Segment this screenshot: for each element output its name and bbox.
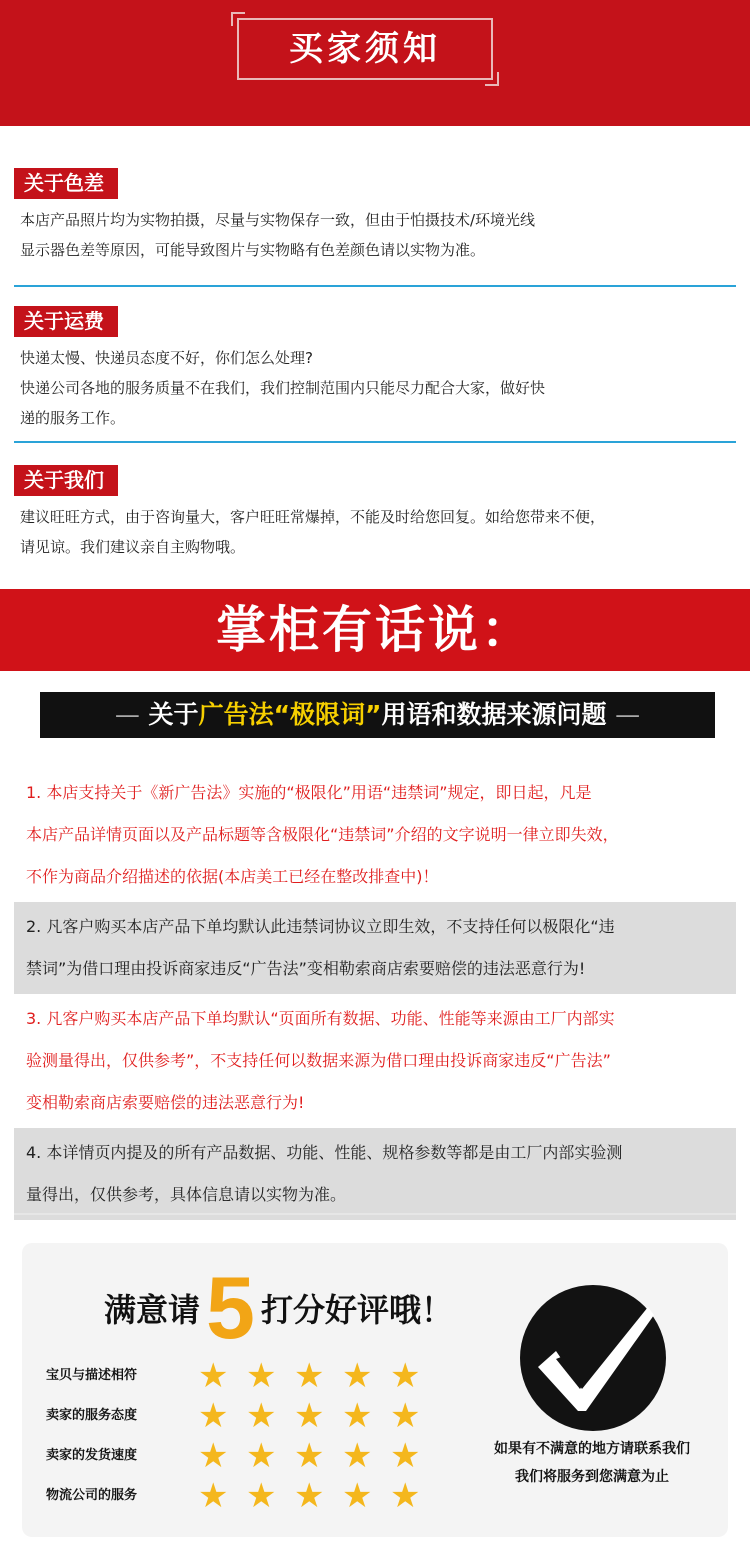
star-icon: ★ (198, 1476, 229, 1516)
star-icon: ★ (294, 1356, 325, 1396)
star-icon: ★ (342, 1396, 373, 1436)
shopkeeper-title: 掌柜有话说： (216, 601, 534, 659)
star-icon: ★ (390, 1436, 421, 1476)
star-icon: ★ (246, 1396, 277, 1436)
rule-line: 禁词”为借口理由投诉商家违反“广告法”变相勒索商店索要赔偿的违法恶意行为! (26, 959, 586, 978)
rule-item (14, 1128, 736, 1220)
divider (14, 441, 736, 443)
five-number: 5 (206, 1258, 255, 1357)
star-icon: ★ (390, 1476, 421, 1516)
star-icon: ★ (246, 1476, 277, 1516)
shopkeeper-banner (0, 589, 750, 671)
rule-line: 变相勒索商店索要赔偿的违法恶意行为! (26, 1093, 305, 1112)
rating-label: 卖家的发货速度 (46, 1448, 138, 1463)
star-icon: ★ (390, 1356, 421, 1396)
star-icon: ★ (294, 1476, 325, 1516)
rule-line: 3. 凡客户购买本店产品下单均默认“页面所有数据、功能、性能等来源由工厂内部实 (26, 1009, 615, 1028)
headline-before: 满意请 (104, 1291, 201, 1329)
section-text: 本店产品照片均为实物拍摄，尽量与实物保存一致，但由于怕摄技术/环境光线 (20, 211, 536, 229)
star-icon: ★ (246, 1356, 277, 1396)
ad-law-notice-bar (40, 692, 715, 738)
section-text: 建议旺旺方式，由于咨询量大，客户旺旺常爆掉，不能及时给您回复。如给您带来不便， (20, 508, 606, 526)
divider (14, 285, 736, 287)
rating-label: 卖家的服务态度 (46, 1408, 138, 1423)
star-icon: ★ (342, 1476, 373, 1516)
page-title: 买家须知 (289, 29, 441, 69)
section-text: 请见谅。我们建议亲自主购物哦。 (20, 538, 246, 556)
notice-highlight: 广告法“极限词” (198, 700, 382, 729)
section-about-us (14, 465, 736, 562)
notice-suffix: 用语和数据来源问题 (381, 700, 607, 729)
star-icon: ★ (294, 1436, 325, 1476)
section-text: 递的服务工作。 (20, 409, 126, 427)
section-text: 显示器色差等原因，可能导致图片与实物略有色差颜色请以实物为准。 (20, 241, 486, 259)
star-icon: ★ (294, 1396, 325, 1436)
rating-headline (104, 1258, 453, 1357)
rule-line: 验测量得出，仅供参考”，不支持任何以数据来源为借口理由投诉商家违反“广告法” (26, 1051, 611, 1070)
rule-line: 本店产品详情页面以及产品标题等含极限化“违禁词”介绍的文字说明一律立即失效， (26, 825, 619, 844)
section-tag: 关于色差 (14, 168, 118, 199)
divider (14, 1213, 736, 1215)
checkmark-glyph (520, 1285, 666, 1431)
star-icon: ★ (246, 1436, 277, 1476)
rating-label: 物流公司的服务 (46, 1488, 138, 1503)
header-banner (0, 0, 750, 126)
star-icon: ★ (198, 1356, 229, 1396)
star-icon: ★ (198, 1436, 229, 1476)
section-text: 快递太慢、快递员态度不好，你们怎么处理? (20, 349, 313, 367)
rating-card (22, 1243, 728, 1537)
rule-line: 1. 本店支持关于《新广告法》实施的“极限化”用语“违禁词”规定，即日起，凡是 (26, 783, 592, 802)
rule-line: 2. 凡客户购买本店产品下单均默认此违禁词协议立即生效，不支持任何以极限化“违 (26, 917, 615, 936)
checkmark-icon (520, 1285, 666, 1431)
dash-right: — (615, 700, 641, 729)
rating-label: 宝贝与描述相符 (46, 1368, 138, 1383)
section-tag: 关于运费 (14, 306, 118, 337)
star-icon: ★ (198, 1396, 229, 1436)
rule-line: 4. 本详情页内提及的所有产品数据、功能、性能、规格参数等都是由工厂内部实验测 (26, 1143, 623, 1162)
headline-after: 打分好评哦！ (260, 1291, 453, 1329)
rule-item (14, 902, 736, 994)
star-icon: ★ (342, 1356, 373, 1396)
section-text: 快递公司各地的服务质量不在我们，我们控制范围内只能尽力配合大家，做好快 (20, 379, 546, 397)
star-icon: ★ (342, 1436, 373, 1476)
notice-prefix: 关于 (148, 700, 199, 729)
contact-text: 我们将服务到您满意为止 (515, 1469, 669, 1485)
section-tag: 关于我们 (14, 465, 118, 496)
contact-text: 如果有不满意的地方请联系我们 (494, 1441, 690, 1457)
section-shipping (14, 306, 736, 433)
rule-line: 量得出，仅供参考，具体信息请以实物为准。 (26, 1185, 347, 1204)
rule-item (14, 768, 736, 902)
rule-line: 不作为商品介绍描述的依据(本店美工已经在整改排查中)！ (26, 867, 439, 886)
star-icon: ★ (390, 1396, 421, 1436)
header-title-frame (237, 18, 493, 80)
rules-list (14, 768, 736, 1220)
section-color-difference (14, 168, 736, 265)
rule-item (14, 994, 736, 1128)
dash-left: — (114, 700, 140, 729)
